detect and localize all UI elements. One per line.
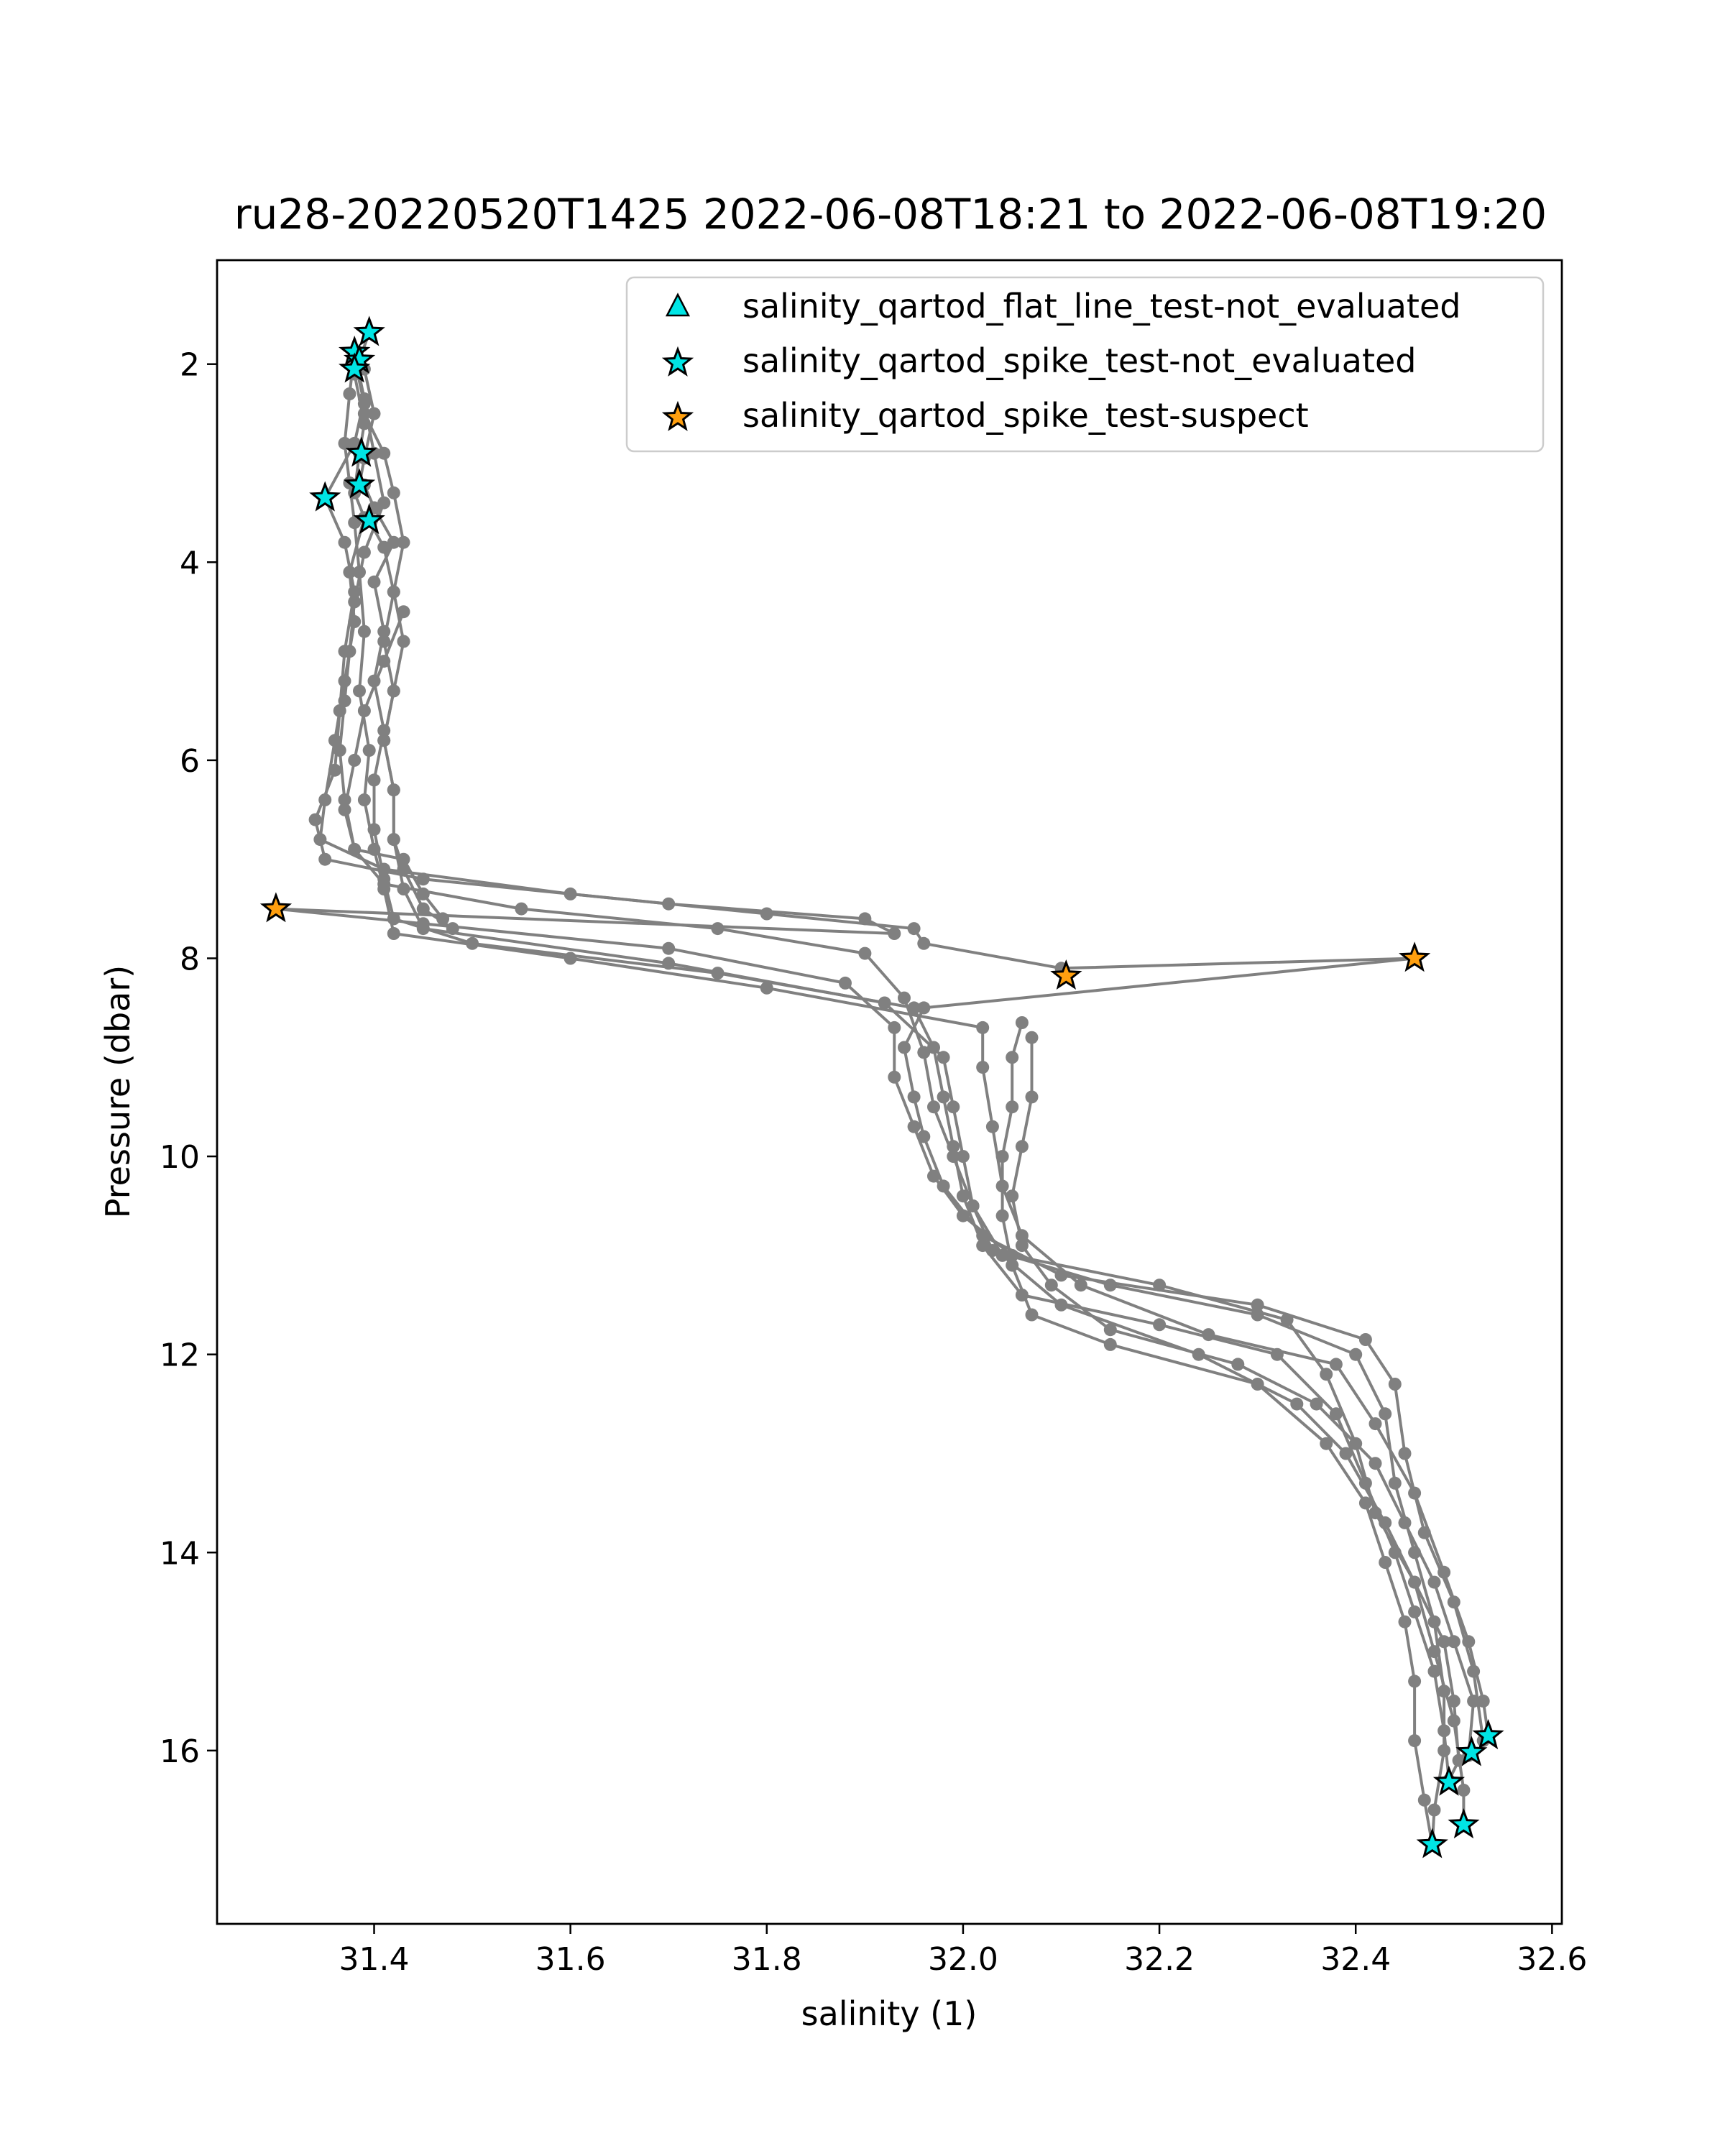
profile-point xyxy=(760,908,773,921)
profile-point xyxy=(1359,1496,1372,1509)
profile-point xyxy=(377,734,390,747)
profile-point xyxy=(1448,1695,1460,1708)
profile-point xyxy=(760,982,773,995)
profile-point xyxy=(564,888,577,900)
profile-point xyxy=(1006,1259,1018,1272)
profile-point xyxy=(387,783,400,796)
profile-point xyxy=(1006,1100,1018,1113)
profile-point xyxy=(1448,1595,1460,1608)
profile-point xyxy=(515,903,528,916)
profile-point xyxy=(1428,1645,1441,1658)
profile-point xyxy=(339,694,351,707)
profile-point xyxy=(368,773,381,786)
profile-point xyxy=(1467,1695,1480,1708)
profile-point xyxy=(1408,1674,1421,1687)
profile-point xyxy=(358,407,371,420)
profile-point xyxy=(397,883,410,895)
y-tick-label: 4 xyxy=(180,545,200,582)
profile-point xyxy=(1104,1279,1117,1291)
legend-entry-flat-line-not-evaluated: salinity_qartod_flat_line_test-not_evaluated xyxy=(742,287,1461,326)
profile-point xyxy=(358,793,371,806)
profile-point xyxy=(858,947,871,960)
profile-point xyxy=(1349,1348,1362,1361)
profile-point xyxy=(888,927,901,940)
profile-point xyxy=(957,1150,970,1163)
y-tick-label: 16 xyxy=(160,1733,200,1770)
profile-point xyxy=(1379,1407,1392,1420)
profile-point xyxy=(1006,1189,1018,1202)
profile-point xyxy=(917,1130,930,1143)
x-axis-label: salinity (1) xyxy=(801,1994,978,2033)
profile-point xyxy=(339,803,351,816)
profile-point xyxy=(1369,1457,1382,1470)
profile-point xyxy=(908,1090,921,1103)
profile-point xyxy=(1251,1309,1264,1322)
profile-point xyxy=(858,912,871,925)
profile-point xyxy=(368,576,381,589)
profile-point xyxy=(888,1071,901,1084)
profile-point xyxy=(1340,1447,1353,1460)
profile-point xyxy=(947,1100,960,1113)
profile-point xyxy=(1016,1016,1029,1029)
profile-point xyxy=(1399,1447,1412,1460)
profile-point xyxy=(1438,1744,1450,1757)
profile-point xyxy=(397,536,410,549)
profile-point xyxy=(1418,1794,1431,1807)
profile-point xyxy=(1408,1576,1421,1589)
profile-point xyxy=(1399,1616,1412,1628)
profile-point xyxy=(358,546,371,559)
profile-point xyxy=(662,957,675,969)
profile-point xyxy=(898,1041,911,1054)
profile-point xyxy=(387,684,400,697)
profile-point xyxy=(417,888,430,900)
profile-point xyxy=(839,977,852,990)
y-tick-label: 6 xyxy=(180,742,200,780)
profile-point xyxy=(397,853,410,866)
profile-point xyxy=(1251,1378,1264,1391)
profile-point xyxy=(397,635,410,648)
profile-point xyxy=(996,1210,1009,1222)
profile-point xyxy=(986,1120,999,1133)
y-tick-label: 2 xyxy=(180,346,200,384)
profile-point xyxy=(368,823,381,836)
profile-point xyxy=(1006,1051,1018,1064)
profile-point xyxy=(417,872,430,885)
profile-point xyxy=(358,625,371,638)
profile-point xyxy=(1016,1289,1029,1302)
profile-point xyxy=(937,1051,950,1064)
profile-point xyxy=(957,1210,970,1222)
profile-point xyxy=(387,586,400,599)
profile-point xyxy=(377,497,390,510)
x-tick-label: 32.6 xyxy=(1517,1941,1588,1978)
profile-point xyxy=(377,447,390,460)
profile-point xyxy=(466,937,479,950)
profile-point xyxy=(353,684,366,697)
profile-point xyxy=(712,967,724,980)
profile-point xyxy=(1026,1090,1039,1103)
profile-point xyxy=(1379,1516,1392,1529)
profile-point xyxy=(334,744,346,757)
profile-point xyxy=(1290,1398,1303,1411)
profile-point xyxy=(996,1179,1009,1192)
profile-point xyxy=(1055,1299,1068,1312)
profile-point xyxy=(339,536,351,549)
profile-point xyxy=(1399,1516,1412,1529)
profile-point xyxy=(937,1179,950,1192)
x-tick-label: 32.0 xyxy=(927,1941,998,1978)
profile-point xyxy=(1055,1268,1068,1281)
profile-point xyxy=(1104,1338,1117,1351)
profile-point xyxy=(957,1189,970,1202)
profile-point xyxy=(1320,1368,1333,1381)
profile-point xyxy=(436,912,449,925)
profile-point xyxy=(313,833,326,846)
chart-title: ru28-20220520T1425 2022-06-08T18:21 to 2022-06-08T19:20 xyxy=(234,190,1547,239)
profile-point xyxy=(1448,1635,1460,1648)
profile-point xyxy=(1281,1313,1294,1326)
profile-point xyxy=(309,814,322,826)
legend xyxy=(627,277,1543,451)
profile-point xyxy=(1369,1506,1382,1519)
profile-point xyxy=(348,615,361,628)
profile-point xyxy=(1408,1734,1421,1747)
profile-point xyxy=(1153,1279,1166,1291)
profile-point xyxy=(1438,1566,1450,1579)
y-axis-label: Pressure (dbar) xyxy=(98,964,137,1219)
x-tick-label: 31.4 xyxy=(339,1941,410,1978)
profile-point xyxy=(1016,1239,1029,1252)
x-tick-label: 32.2 xyxy=(1124,1941,1195,1978)
profile-point xyxy=(1379,1556,1392,1569)
profile-point xyxy=(368,843,381,856)
profile-point xyxy=(1408,1487,1421,1500)
profile-point xyxy=(917,1046,930,1059)
profile-point xyxy=(917,937,930,950)
profile-point xyxy=(1428,1576,1441,1589)
profile-point xyxy=(1389,1546,1402,1559)
profile-point xyxy=(712,922,724,935)
profile-point xyxy=(1359,1477,1372,1490)
profile-point xyxy=(1153,1318,1166,1331)
profile-point xyxy=(898,992,911,1005)
profile-point xyxy=(1192,1348,1205,1361)
profile-point xyxy=(348,843,361,856)
profile-point xyxy=(339,675,351,688)
x-tick-label: 32.4 xyxy=(1320,1941,1392,1978)
profile-point xyxy=(1389,1477,1402,1490)
profile-point xyxy=(1418,1526,1431,1539)
profile-point xyxy=(908,1120,921,1133)
profile-point xyxy=(377,655,390,668)
profile-point xyxy=(1271,1348,1284,1361)
profile-point xyxy=(343,645,356,658)
profile-point xyxy=(976,1061,989,1074)
profile-point xyxy=(996,1249,1009,1262)
profile-point xyxy=(1320,1437,1333,1450)
profile-point xyxy=(1389,1378,1402,1391)
profile-point xyxy=(1026,1031,1039,1044)
profile-point xyxy=(343,387,356,400)
profile-point xyxy=(1359,1333,1372,1346)
profile-point xyxy=(1438,1724,1450,1737)
profile-point xyxy=(348,595,361,608)
profile-point xyxy=(353,566,366,579)
profile-point xyxy=(1408,1606,1421,1618)
profile-point xyxy=(1026,1309,1039,1322)
profile-point xyxy=(1428,1804,1441,1817)
profile-point xyxy=(937,1090,950,1103)
y-tick-label: 10 xyxy=(160,1139,200,1176)
profile-point xyxy=(967,1199,980,1212)
profile-point xyxy=(1462,1635,1475,1648)
profile-point xyxy=(377,635,390,648)
profile-point xyxy=(387,487,400,499)
profile-point xyxy=(1467,1665,1480,1678)
profile-point xyxy=(1438,1685,1450,1697)
profile-point xyxy=(908,922,921,935)
profile-point xyxy=(358,704,371,717)
profile-point xyxy=(1330,1358,1343,1370)
profile-point xyxy=(1310,1398,1323,1411)
profile-point xyxy=(446,922,459,935)
profile-point xyxy=(1428,1665,1441,1678)
profile-point xyxy=(397,605,410,618)
profile-point xyxy=(1457,1784,1470,1797)
profile-point xyxy=(1045,1279,1058,1291)
profile-point xyxy=(318,793,331,806)
profile-point xyxy=(1330,1407,1343,1420)
profile-point xyxy=(1231,1358,1244,1370)
profile-point xyxy=(1016,1140,1029,1153)
y-tick-label: 12 xyxy=(160,1337,200,1374)
profile-point xyxy=(1369,1417,1382,1430)
legend-entry-spike-suspect: salinity_qartod_spike_test-suspect xyxy=(742,396,1309,435)
x-tick-label: 31.8 xyxy=(731,1941,802,1978)
profile-point xyxy=(387,833,400,846)
profile-point xyxy=(996,1150,1009,1163)
profile-point xyxy=(662,898,675,911)
profile-point xyxy=(1202,1328,1215,1341)
profile-point xyxy=(878,997,891,1010)
profile-point xyxy=(888,1021,901,1034)
profile-point xyxy=(1349,1437,1362,1450)
profile-point xyxy=(328,764,341,777)
profile-point xyxy=(927,1170,940,1183)
profile-point xyxy=(377,541,390,554)
profile-point xyxy=(1448,1715,1460,1728)
profile-point xyxy=(368,675,381,688)
legend-entry-spike-not-evaluated: salinity_qartod_spike_test-not_evaluated xyxy=(742,341,1417,380)
profile-point xyxy=(348,754,361,767)
profile-point xyxy=(1075,1279,1087,1291)
profile-point xyxy=(417,922,430,935)
y-tick-label: 8 xyxy=(180,941,200,978)
profile-point xyxy=(318,853,331,866)
y-tick-label: 14 xyxy=(160,1535,200,1572)
profile-point xyxy=(1428,1616,1441,1628)
profile-point xyxy=(564,952,577,965)
profile-point xyxy=(417,903,430,916)
profile-point xyxy=(377,877,390,890)
profile-point xyxy=(908,1001,921,1014)
x-tick-label: 31.6 xyxy=(535,1941,606,1978)
profile-point xyxy=(662,942,675,955)
profile-point xyxy=(976,1021,989,1034)
profile-point xyxy=(387,927,400,940)
profile-point xyxy=(363,744,376,757)
profile-point xyxy=(387,912,400,925)
profile-point xyxy=(1104,1323,1117,1336)
profile-point xyxy=(1408,1546,1421,1559)
profile-point xyxy=(927,1100,940,1113)
